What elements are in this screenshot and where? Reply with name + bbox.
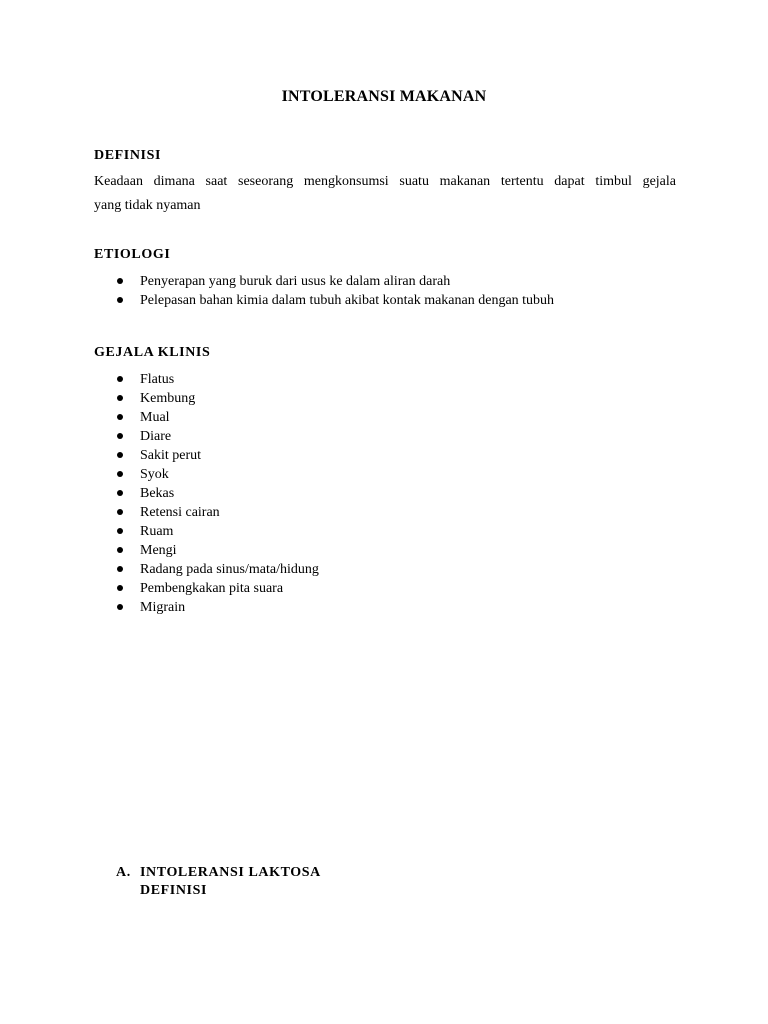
list-item-text: Kembung xyxy=(140,391,196,406)
bullet-icon xyxy=(117,490,123,496)
list-item-text: Syok xyxy=(140,467,169,482)
list-item xyxy=(94,598,319,617)
bullet-icon xyxy=(117,395,123,401)
bullet-icon xyxy=(117,547,123,553)
section-a-marker: A. xyxy=(116,865,131,880)
list-item xyxy=(94,446,319,465)
list-item xyxy=(94,408,319,427)
list-item-text: Pelepasan bahan kimia dalam tubuh akibat kontak makanan dengan tubuh xyxy=(140,293,555,308)
list-item xyxy=(94,484,319,503)
list-item xyxy=(94,389,319,408)
list-item-text: Ruam xyxy=(140,524,174,539)
bullet-icon xyxy=(117,509,123,515)
bullet-icon xyxy=(117,414,123,420)
list-item xyxy=(94,503,319,522)
list-item-text: Retensi cairan xyxy=(140,505,220,520)
list-item xyxy=(94,427,319,446)
list-item xyxy=(94,465,319,484)
bullet-icon xyxy=(117,604,123,610)
gejala-klinis-list xyxy=(94,370,319,617)
gejala-klinis-heading: GEJALA KLINIS xyxy=(94,345,211,360)
bullet-icon xyxy=(117,471,123,477)
list-item-text: Bekas xyxy=(140,486,175,501)
list-item-text: Migrain xyxy=(140,600,186,615)
list-item xyxy=(94,541,319,560)
bullet-icon xyxy=(117,585,123,591)
list-item xyxy=(94,291,554,310)
list-item-text: Sakit perut xyxy=(140,448,202,463)
definisi-heading: DEFINISI xyxy=(94,148,162,163)
bullet-icon xyxy=(117,297,123,303)
document-title: INTOLERANSI MAKANAN xyxy=(281,88,487,105)
list-item xyxy=(94,522,319,541)
section-a-heading: INTOLERANSI LAKTOSA xyxy=(140,865,321,880)
list-item xyxy=(94,579,319,598)
bullet-icon xyxy=(117,528,123,534)
bullet-icon xyxy=(117,433,123,439)
list-item-text: Mengi xyxy=(140,543,177,558)
list-item-text: Flatus xyxy=(140,372,175,387)
list-item-text: Pembengkakan pita suara xyxy=(140,581,284,596)
bullet-icon xyxy=(117,566,123,572)
list-item-text: Diare xyxy=(140,429,172,444)
list-item-text: Penyerapan yang buruk dari usus ke dalam aliran darah xyxy=(140,274,451,289)
bullet-icon xyxy=(117,278,123,284)
bullet-icon xyxy=(117,452,123,458)
section-a-subheading: DEFINISI xyxy=(140,883,208,898)
definisi-text-line2: yang tidak nyaman xyxy=(94,198,201,213)
list-item xyxy=(94,370,319,389)
definisi-paragraph xyxy=(94,170,676,218)
list-item-text: Mual xyxy=(140,410,170,425)
list-item xyxy=(94,272,554,291)
definisi-text-line1: Keadaan dimana saat seseorang mengkonsumsi suatu makanan tertentu dapat timbul gejala xyxy=(94,174,676,189)
etiologi-list xyxy=(94,272,554,310)
list-item xyxy=(94,560,319,579)
etiologi-heading: ETIOLOGI xyxy=(94,247,171,262)
list-item-text: Radang pada sinus/mata/hidung xyxy=(140,562,319,577)
bullet-icon xyxy=(117,376,123,382)
section-a xyxy=(116,864,321,900)
